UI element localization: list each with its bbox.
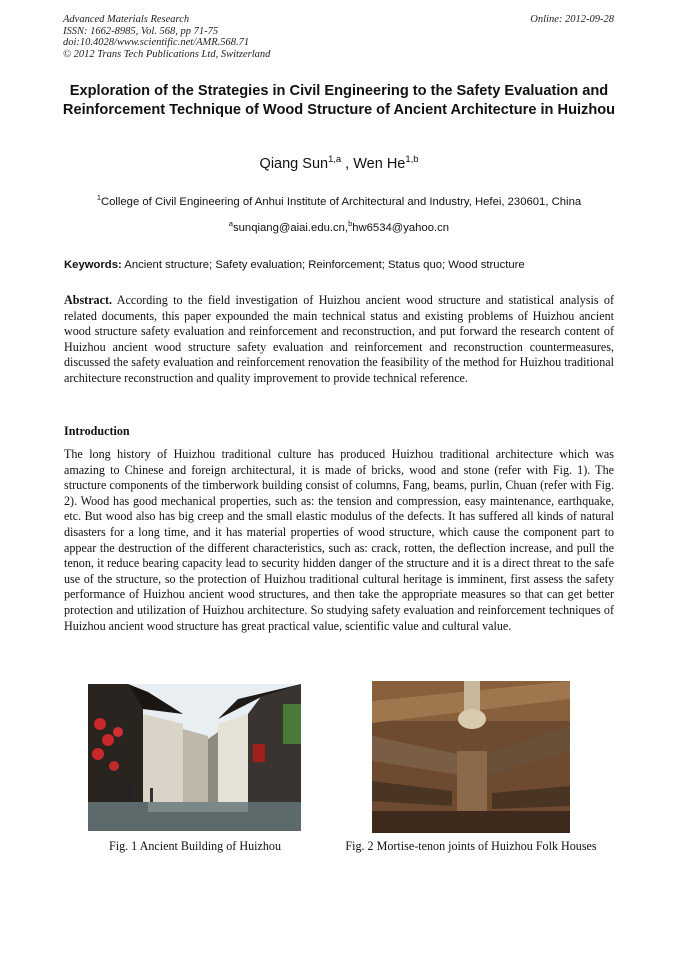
affiliation-text: College of Civil Engineering of Anhui Institute of Architectural and Industry, Hefei, 230601, China — [100, 196, 582, 208]
journal-header — [63, 14, 270, 60]
figure-2-mortise-tenon-joints — [372, 681, 570, 833]
affiliation — [0, 193, 678, 208]
abstract-text: According to the field investigation of Huizhou ancient wood structure and statistical analysis of related documents, this paper expounded the main technical status and existing problems of Huizhou ancient wood structure safety evaluation and reinforcement and reconstruction, and put forward the research content of Huizhou ancient wood structure safety evaluation and reinforcement and reconstruction countermeasures, discussed the safety evaluation and reinforcement renovation the feasibility of the method for Huizhou traditional architecture reconstruction and quality improvement to provide technical reference. — [64, 293, 615, 385]
figure-2-caption: Fig. 2 Mortise-tenon joints of Huizhou Folk Houses — [345, 839, 597, 853]
journal-name: Advanced Materials Research — [63, 14, 190, 25]
email-address[interactable]: hw6534@yahoo.cn — [352, 222, 450, 234]
affiliation-mark: 1 — [96, 193, 101, 203]
email-separator: , — [344, 222, 349, 234]
keywords-text: Ancient structure; Safety evaluation; Reinforcement; Status quo; Wood structure — [124, 259, 525, 271]
keywords-label: Keywords: — [64, 259, 122, 271]
email-mark: b — [348, 219, 353, 229]
author-list — [0, 153, 678, 172]
journal-copyright: © 2012 Trans Tech Publications Ltd, Switzerland — [63, 48, 271, 60]
author-name: Wen He — [353, 156, 406, 172]
mortise-tenon-photo — [372, 681, 570, 833]
author-separator: , — [341, 156, 354, 172]
email-address[interactable]: sunqiang@aiai.edu.cn — [233, 222, 345, 234]
email-list — [0, 219, 678, 234]
keywords — [64, 259, 624, 271]
introduction-text: The long history of Huizhou traditional culture has produced Huizhou traditional architecture which was amazing to Chinese and foreign architectural, it is made of bricks, wood and stone (refer with Fig. 1). The structure components of the timberwork building consist of columns, Fang, beams, purlin, Chuan (refer with Fig. 2). Wood has good mechanical properties, such as: the tension and compression, easy maintenance, earthquake, etc. But wood also has big creep and the small elastic modulus of the defects. It has suffered all kinds of natural disasters for a long time, and it has material properties of wood structure, which cause the component part to appear the destruction of the different characteristics, such as: crack, rotten, the deflection increase, and pull the tenon, it reduce bearing capacity lead to security hidden danger of the structure and it is a direct threat to the safe use of the structure, so the protection of Huizhou traditional cultural heritage is imminent, first assess the safety performance of Huizhou ancient wood structures, and then take the appropriate measures so that can get better protection and utilization of Huizhou architecture. So studying safety evaluation and reinforcement techniques of Huizhou ancient wood structure has great practical value, scientific value and cultural value. — [64, 447, 614, 633]
author-affiliation-mark: 1,b — [405, 153, 419, 165]
author-name: Qiang Sun — [259, 156, 329, 172]
abstract-label: Abstract. — [64, 293, 113, 307]
journal-doi[interactable]: doi:10.4028/www.scientific.net/AMR.568.71 — [63, 37, 250, 48]
figure-1-caption: Fig. 1 Ancient Building of Huizhou — [109, 839, 281, 853]
paper-title: Exploration of the Strategies in Civil Engineering to the Safety Evaluation and Reinforcement Technique of Wood Structure of Ancient Architecture in Huizhou — [62, 83, 616, 118]
figure-1-ancient-building — [88, 684, 301, 831]
journal-issn: ISSN: 1662-8985, Vol. 568, pp 71-75 — [63, 25, 219, 37]
section-heading-introduction: Introduction — [64, 424, 130, 438]
abstract — [64, 293, 614, 387]
ancient-building-photo — [88, 684, 301, 831]
online-date: Online: 2012-09-28 — [530, 14, 614, 25]
email-mark: a — [228, 219, 233, 229]
author-affiliation-mark: 1,a — [328, 153, 342, 165]
